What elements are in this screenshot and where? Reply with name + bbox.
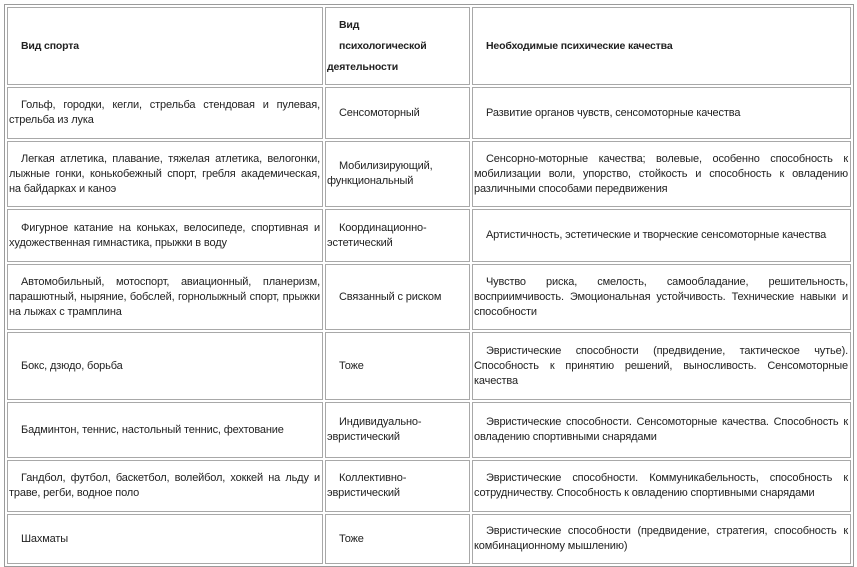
cell-sport-text: Фигурное катание на коньках, велосипеде, спортивная и художественная гимнастика, прыжки в воду [9,221,320,249]
cell-sport-text: Автомобильный, мотоспорт, авиационный, планеризм, парашютный, ныряние, бобслей, горнолыжный спорт, прыжки на лыжах с трамплина [9,275,320,318]
cell-qualities [472,514,851,564]
cell-qualities [472,141,851,207]
cell-qualities [472,87,851,139]
cell-qualities [472,264,851,330]
table-row [7,141,851,207]
table-row [7,264,851,330]
cell-qualities-text: Артистичность, эстетические и творческие сенсомоторные качества [486,229,827,241]
cell-activity [325,332,470,400]
cell-sport-text: Легкая атлетика, плавание, тяжелая атлетика, велогонки, лыжные гонки, конькобежный спорт, гребля академическая, на байдарках и каноэ [9,152,320,195]
cell-activity-text: Координационно-эстетический [327,221,427,249]
cell-activity-text: Связанный с риском [339,290,442,303]
table-row [7,332,851,400]
cell-qualities-text: Развитие органов чувств, сенсомоторные качества [486,106,741,119]
cell-activity [325,87,470,139]
cell-qualities-text: Эвристические способности. Сенсомоторные качества. Способность к овладению спортивными снарядами [474,416,848,443]
cell-sport [7,264,323,330]
header-row [7,7,851,85]
cell-qualities-text: Эвристические способности (предвидение, тактическое чутье). Способность к принятию решений, выносливость. Сенсомоторные качества [474,344,848,387]
cell-sport [7,87,323,139]
cell-sport [7,460,323,512]
cell-sport [7,402,323,458]
table-row [7,460,851,512]
cell-qualities-text: Эвристические способности. Коммуникабельность, способность к сотрудничеству. Способность к овладению спортивными снарядами [474,472,848,499]
cell-activity-text: Мобилизирующий, функциональный [327,160,433,187]
table-row [7,87,851,139]
cell-activity [325,141,470,207]
cell-activity [325,402,470,458]
cell-sport [7,514,323,564]
table-row [7,514,851,564]
table-row [7,209,851,262]
cell-activity-text: Тоже [339,532,364,545]
cell-sport-text: Гандбол, футбол, баскетбол, волейбол, хоккей на льду и траве, регби, водное поло [9,472,320,499]
cell-sport [7,209,323,262]
sports-psychology-table [4,4,854,567]
table-row [7,402,851,458]
cell-activity-text: Индивидуально-эвристический [327,416,422,443]
cell-sport-text: Бадминтон, теннис, настольный теннис, фехтование [21,423,284,436]
header-qualities: Необходимые психические качества [472,7,851,85]
cell-activity [325,460,470,512]
header-sport: Вид спорта [7,7,323,85]
cell-sport [7,141,323,207]
cell-activity [325,209,470,262]
cell-qualities-text: Чувство риска, смелость, самообладание, решительность, восприимчивость. Эмоциональная устойчивость. Технические навыки и способности [474,275,848,318]
cell-sport-text: Шахматы [21,532,69,545]
cell-activity-text: Тоже [339,359,364,372]
cell-sport [7,332,323,400]
cell-sport-text: Бокс, дзюдо, борьба [21,359,123,372]
cell-activity-text: Сенсомоторный [339,106,420,119]
cell-qualities [472,332,851,400]
cell-qualities-text: Сенсорно-моторные качества; волевые, особенно способность к мобилизации воли, упорство, стойкость и способность к овладению различными способами передвижения [474,152,848,195]
cell-sport-text: Гольф, городки, кегли, стрельба стендовая и пулевая, стрельба из лука [9,99,320,126]
cell-activity-text: Коллективно-эвристический [327,472,407,499]
cell-activity [325,514,470,564]
cell-activity [325,264,470,330]
cell-qualities [472,460,851,512]
cell-qualities [472,209,851,262]
cell-qualities-text: Эвристические способности (предвидение, стратегия, способность к комбинационному мышлению) [474,525,848,552]
cell-qualities [472,402,851,458]
header-activity: Вид психологической деятельности [325,7,470,85]
